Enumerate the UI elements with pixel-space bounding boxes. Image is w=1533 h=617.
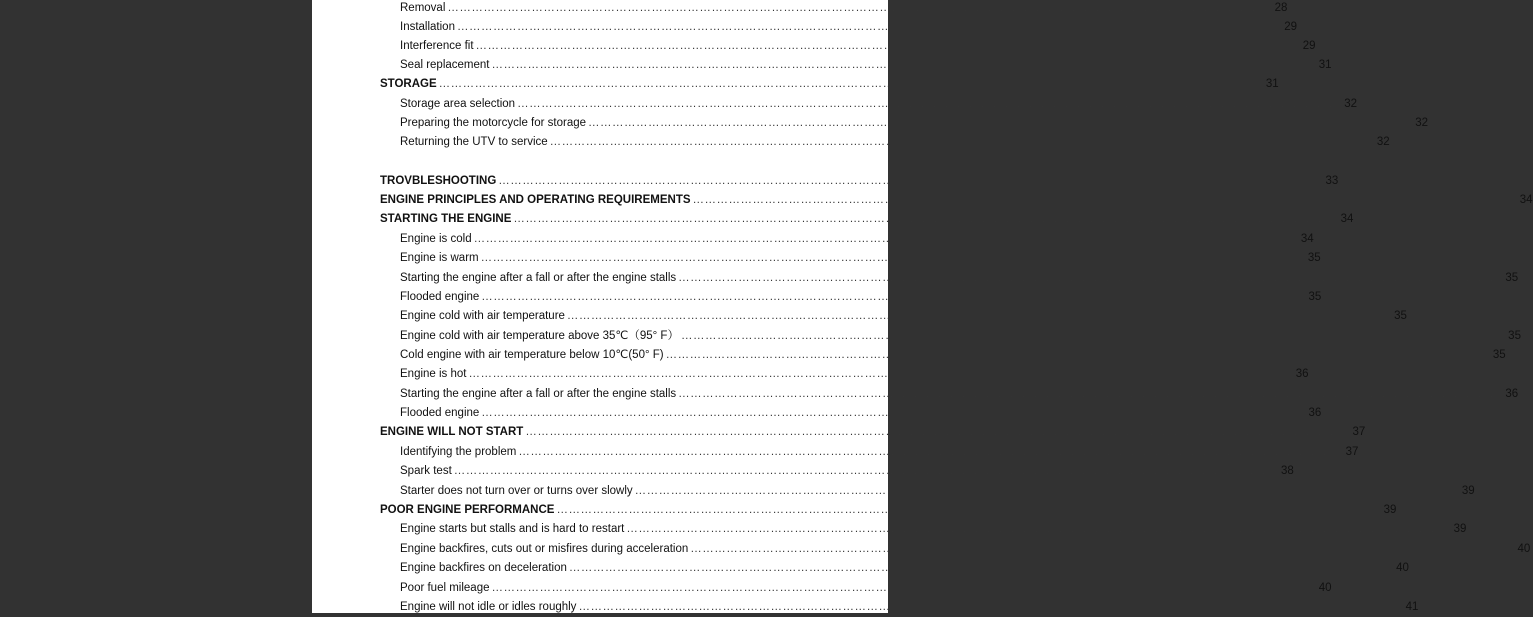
dot-leader bbox=[481, 249, 1297, 268]
toc-page-number: 38 bbox=[1280, 465, 1294, 477]
toc-entry[interactable] bbox=[312, 482, 1475, 501]
dot-leader bbox=[569, 559, 1385, 578]
dot-leader bbox=[481, 404, 1297, 423]
dot-leader bbox=[518, 443, 1334, 462]
toc-entry[interactable] bbox=[312, 56, 1332, 75]
toc-page-number: 35 bbox=[1505, 272, 1519, 284]
toc-entry-title: Engine is hot bbox=[400, 368, 467, 380]
toc-entry-title: Engine backfires, cuts out or misfires during acceleration bbox=[400, 543, 689, 555]
toc-page-number: 36 bbox=[1308, 407, 1322, 419]
toc-entry-title: Engine starts but stalls and is hard to restart bbox=[400, 523, 625, 535]
dot-leader bbox=[567, 307, 1383, 326]
toc-page-number: 37 bbox=[1352, 426, 1366, 438]
toc-entry[interactable] bbox=[312, 365, 1309, 384]
dot-leader bbox=[690, 540, 1506, 559]
dot-leader bbox=[578, 598, 1394, 617]
toc-entry-title: TROVBLESHOOTING bbox=[380, 175, 497, 187]
toc-section-entry[interactable] bbox=[312, 191, 1533, 210]
toc-entry[interactable] bbox=[312, 579, 1332, 598]
dot-leader bbox=[556, 501, 1372, 520]
toc-entry[interactable] bbox=[312, 18, 1297, 37]
dot-leader bbox=[481, 288, 1297, 307]
toc-page-number: 37 bbox=[1345, 446, 1359, 458]
toc-page-number: 29 bbox=[1284, 21, 1297, 33]
toc-section-entry[interactable] bbox=[312, 172, 1339, 191]
toc-entry[interactable] bbox=[312, 404, 1322, 423]
toc-page-number: 31 bbox=[1265, 78, 1279, 90]
toc-page-number: 35 bbox=[1508, 330, 1521, 342]
toc-page-number: 34 bbox=[1519, 194, 1533, 206]
toc-section-entry[interactable] bbox=[312, 210, 1354, 229]
document-page[interactable] bbox=[312, 0, 1533, 613]
dot-leader bbox=[588, 114, 1404, 133]
toc-page-number: 39 bbox=[1461, 485, 1475, 497]
toc-entry[interactable] bbox=[312, 559, 1409, 578]
toc-entry-title: Engine is warm bbox=[400, 252, 479, 264]
toc-entry-title: Engine cold with air temperature above 35℃（95° F） bbox=[400, 330, 679, 342]
toc-page-number: 29 bbox=[1302, 40, 1316, 52]
toc-entry-title: Flooded engine bbox=[400, 407, 480, 419]
toc-entry-title: Engine will not idle or idles roughly bbox=[400, 601, 577, 613]
toc-page-number: 31 bbox=[1318, 59, 1332, 71]
toc-page-number: 34 bbox=[1300, 233, 1314, 245]
toc-entry[interactable] bbox=[312, 114, 1429, 133]
toc-entry[interactable] bbox=[312, 346, 1506, 365]
dot-leader bbox=[469, 365, 1285, 384]
toc-entry-title: Engine cold with air temperature bbox=[400, 310, 565, 322]
dot-leader bbox=[681, 327, 1497, 346]
toc-entry-title: ENGINE WILL NOT START bbox=[380, 426, 524, 438]
toc-entry[interactable] bbox=[312, 37, 1316, 56]
toc-entry-title: Starter does not turn over or turns over slowly bbox=[400, 485, 633, 497]
toc-page-number: 40 bbox=[1517, 543, 1531, 555]
toc-entry-title: Seal replacement bbox=[400, 59, 490, 71]
toc-page-number: 34 bbox=[1340, 213, 1354, 225]
dot-leader bbox=[476, 37, 1292, 56]
dot-leader bbox=[678, 269, 1494, 288]
toc-entry[interactable] bbox=[312, 598, 1419, 617]
toc-entry-title: Cold engine with air temperature below 10℃(50° F) bbox=[400, 349, 664, 361]
toc-entry-title: STORAGE bbox=[380, 78, 437, 90]
toc-entry[interactable] bbox=[312, 462, 1294, 481]
dot-leader bbox=[678, 385, 1494, 404]
toc-entry-title: Returning the UTV to service bbox=[400, 136, 548, 148]
toc-entry-title: Starting the engine after a fall or after the engine stalls bbox=[400, 272, 677, 284]
toc-page-number: 39 bbox=[1453, 523, 1467, 535]
toc-page-number: 35 bbox=[1492, 349, 1506, 361]
toc-entry[interactable] bbox=[312, 95, 1358, 114]
toc-page-number: 40 bbox=[1396, 562, 1409, 574]
toc-entry-title: Spark test bbox=[400, 465, 452, 477]
dot-leader bbox=[447, 0, 1263, 18]
toc-entry[interactable] bbox=[312, 327, 1521, 346]
toc-entry-title: Engine backfires on deceleration bbox=[400, 562, 567, 574]
toc-entry-title: STARTING THE ENGINE bbox=[380, 213, 512, 225]
toc-entry-title: ENGINE PRINCIPLES AND OPERATING REQUIREMENTS bbox=[380, 194, 691, 206]
toc-entry[interactable] bbox=[312, 288, 1322, 307]
dot-leader bbox=[666, 346, 1482, 365]
toc-entry[interactable] bbox=[312, 269, 1519, 288]
toc-page-number: 41 bbox=[1405, 601, 1419, 613]
dot-leader bbox=[454, 462, 1270, 481]
dot-leader bbox=[525, 423, 1341, 442]
toc-page-number: 32 bbox=[1415, 117, 1429, 129]
toc-entry-title: Starting the engine after a fall or after the engine stalls bbox=[400, 388, 677, 400]
toc-page-number: 33 bbox=[1325, 175, 1339, 187]
toc-entry[interactable] bbox=[312, 540, 1531, 559]
toc-entry-title: Identifying the problem bbox=[400, 446, 517, 458]
toc-page-number: 35 bbox=[1394, 310, 1407, 322]
toc-entry[interactable] bbox=[312, 230, 1314, 249]
dot-leader bbox=[693, 191, 1509, 210]
toc-entry[interactable] bbox=[312, 249, 1321, 268]
toc-section-entry[interactable] bbox=[312, 423, 1366, 442]
toc-section-entry[interactable] bbox=[312, 75, 1279, 94]
toc-page-number: 40 bbox=[1318, 582, 1332, 594]
toc-entry-title: Poor fuel mileage bbox=[400, 582, 490, 594]
dot-leader bbox=[550, 133, 1366, 152]
dot-leader bbox=[626, 520, 1442, 539]
toc-page-number: 39 bbox=[1383, 504, 1397, 516]
toc-entry-title: Installation bbox=[400, 21, 455, 33]
dot-leader bbox=[513, 210, 1329, 229]
dot-leader bbox=[498, 172, 1314, 191]
toc-page-number: 32 bbox=[1376, 136, 1390, 148]
dot-leader bbox=[474, 230, 1290, 249]
toc-entry-title: Storage area selection bbox=[400, 98, 516, 110]
toc-entry[interactable] bbox=[312, 133, 1390, 152]
dot-leader bbox=[492, 56, 1308, 75]
toc-entry-title: Interference fit bbox=[400, 40, 474, 52]
toc-page-number: 32 bbox=[1344, 98, 1358, 110]
dot-leader bbox=[635, 482, 1451, 501]
dot-leader bbox=[457, 18, 1273, 37]
toc-section-entry[interactable] bbox=[312, 501, 1397, 520]
toc-entry-title: Engine is cold bbox=[400, 233, 472, 245]
toc-entry-title: Removal bbox=[400, 2, 446, 14]
dot-leader bbox=[517, 95, 1333, 114]
toc-page-number: 35 bbox=[1308, 291, 1322, 303]
toc-page-number: 36 bbox=[1295, 368, 1309, 380]
toc-entry[interactable] bbox=[312, 385, 1519, 404]
toc-entry-title: Flooded engine bbox=[400, 291, 480, 303]
toc-entry[interactable] bbox=[312, 0, 1288, 18]
toc-page-number: 35 bbox=[1307, 252, 1321, 264]
toc-entry-title: POOR ENGINE PERFORMANCE bbox=[380, 504, 555, 516]
toc-entry[interactable] bbox=[312, 443, 1359, 462]
toc-page-number: 28 bbox=[1274, 2, 1288, 14]
toc-entry-title: Preparing the motorcycle for storage bbox=[400, 117, 587, 129]
toc-entry[interactable] bbox=[312, 307, 1407, 326]
dot-leader bbox=[439, 75, 1255, 94]
toc-page-number: 36 bbox=[1505, 388, 1519, 400]
dot-leader bbox=[492, 579, 1308, 598]
toc-entry[interactable] bbox=[312, 520, 1467, 539]
